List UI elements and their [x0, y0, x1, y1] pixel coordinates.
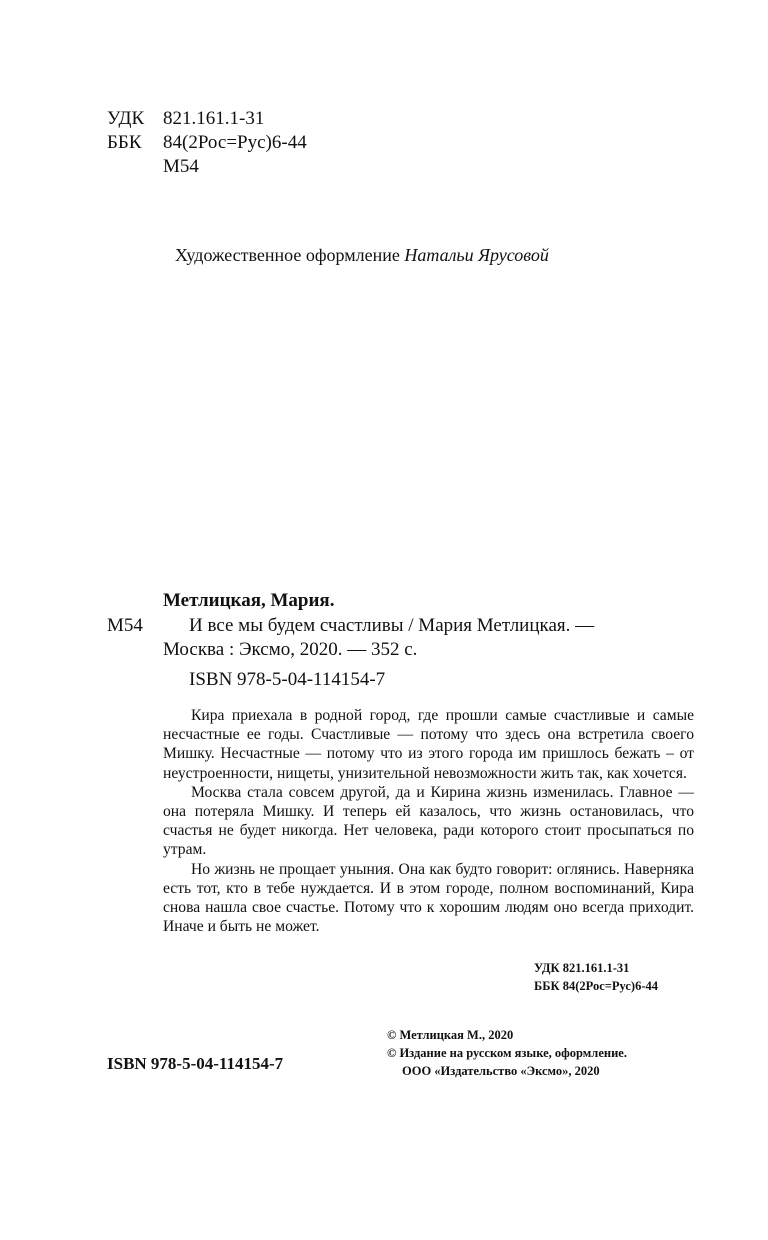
design-credit-text: Художественное оформление [175, 245, 400, 265]
bib-title-line: И все мы будем счастливы / Мария Метлицкая. — [189, 615, 595, 636]
annotation-paragraph: Кира приехала в родной город, где прошли самые счастливые и самые несчастные ее годы. Счастливые — потому что здесь она встретила своего Мишку. Несчастные — потому что из этого города им пришлось бежать – от неустроенности, нищеты, унизительной невозможности жить так, как хочется. [163, 707, 694, 782]
annotation-paragraph: Москва стала совсем другой, да и Кирина жизнь изменилась. Главное — она потеряла Мишку. И теперь ей казалось, что жизнь остановилась, что счастья не будет никогда. Нет человека, ради которого стоит просыпаться по утрам. [163, 783, 694, 859]
bbk-line [107, 131, 307, 155]
bib-imprint-line: Москва : Эксмо, 2020. — 352 с. [163, 639, 418, 660]
udk-value: 821.161.1-31 [163, 108, 265, 129]
udk-label: УДК [107, 108, 145, 129]
bib-isbn: ISBN 978-5-04-114154-7 [189, 669, 386, 690]
bbk-label: ББК [107, 132, 142, 153]
copyright-edition: © Издание на русском языке, оформление. [387, 1046, 627, 1060]
bib-mark: М54 [107, 615, 143, 636]
bottom-bbk: ББК 84(2Рос=Рус)6-44 [534, 979, 658, 993]
annotation [163, 706, 694, 936]
designer-name: Натальи Ярусовой [404, 245, 549, 265]
bib-author: Метлицкая, Мария. [163, 590, 335, 611]
copyright-publisher: ООО «Издательство «Эксмо», 2020 [402, 1064, 600, 1078]
footer-isbn: ISBN 978-5-04-114154-7 [107, 1054, 284, 1073]
annotation-paragraph: Но жизнь не прощает уныния. Она как будто говорит: оглянись. Наверняка есть тот, кто в тебе нуждается. И в этом городе, полном воспоминаний, Кира снова нашла свое счастье. Потому что к хорошим людям оно всегда приходит. Иначе и быть не может. [163, 860, 694, 936]
bbk-value: 84(2Рос=Рус)6-44 [163, 132, 307, 153]
udk-line [107, 107, 264, 131]
design-credit [175, 245, 549, 266]
bottom-udk: УДК 821.161.1-31 [534, 961, 630, 975]
copyright-author: © Метлицкая М., 2020 [387, 1028, 514, 1042]
author-mark: М54 [163, 156, 199, 177]
